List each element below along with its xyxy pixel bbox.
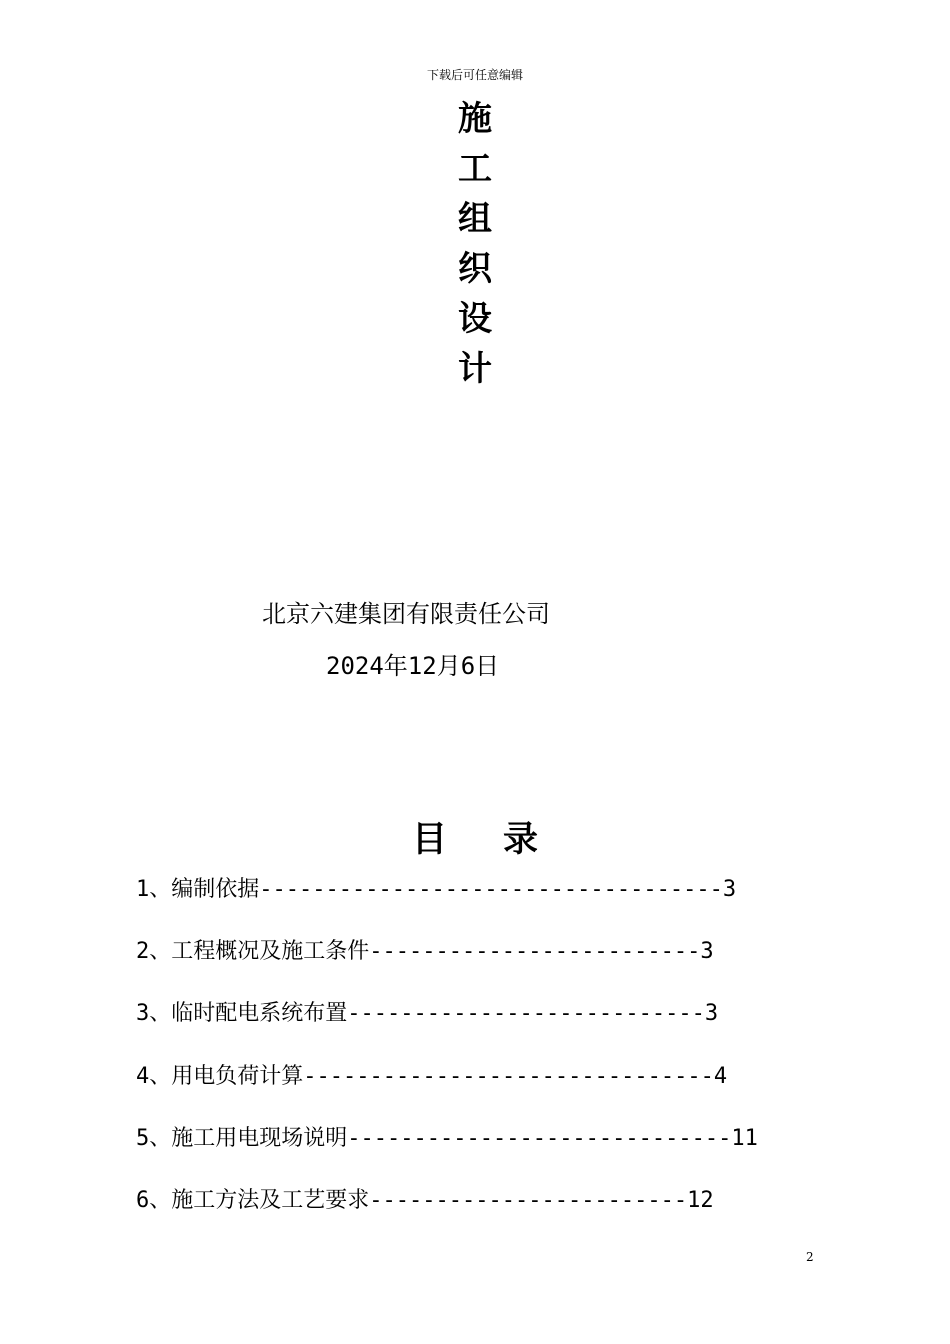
toc-item-number: 6、 xyxy=(136,1188,172,1213)
document-date: 2024年12月6日 xyxy=(326,652,500,680)
toc-title xyxy=(0,815,950,865)
toc-item-page: 11 xyxy=(731,1126,758,1151)
toc-item-leader: ----------------------------------- xyxy=(259,877,723,902)
toc-item-page: 3 xyxy=(722,877,737,902)
toc-item-leader: --------------------------- xyxy=(347,1001,705,1026)
toc-item xyxy=(136,998,718,1030)
toc-item-number: 4、 xyxy=(136,1064,172,1089)
header-note: 下载后可任意编辑 xyxy=(426,68,523,82)
toc-item-leader: ------------------------ xyxy=(369,1188,688,1213)
toc-item-label: 编制依据 xyxy=(171,877,260,902)
toc-item xyxy=(136,936,714,968)
toc-item-number: 5、 xyxy=(136,1126,172,1151)
title-char: 组 xyxy=(458,199,492,239)
toc-item xyxy=(136,1061,727,1093)
toc-item-page: 12 xyxy=(687,1188,714,1213)
toc-item-page: 4 xyxy=(713,1064,728,1089)
toc-item-number: 1、 xyxy=(136,877,172,902)
toc-item xyxy=(136,874,736,906)
toc-title-left: 目 xyxy=(411,820,447,860)
toc-item-label: 临时配电系统布置 xyxy=(171,1001,348,1026)
page-number: 2 xyxy=(806,1250,814,1264)
title-char: 工 xyxy=(458,149,492,189)
toc-item-leader: ------------------------------- xyxy=(303,1064,714,1089)
toc-item-label: 用电负荷计算 xyxy=(171,1064,304,1089)
title-char: 设 xyxy=(458,299,492,339)
toc-item-number: 3、 xyxy=(136,1001,172,1026)
toc-item-page: 3 xyxy=(700,939,714,964)
company-name: 北京六建集团有限责任公司 xyxy=(262,600,550,628)
toc-item xyxy=(136,1185,714,1217)
title-char: 计 xyxy=(458,349,492,389)
toc-item-label: 工程概况及施工条件 xyxy=(171,939,370,964)
toc-item-page: 3 xyxy=(704,1001,719,1026)
toc-title-right: 录 xyxy=(503,820,539,860)
toc-item-leader: ------------------------- xyxy=(369,939,701,964)
document-title xyxy=(0,94,950,394)
title-char: 织 xyxy=(458,249,492,289)
toc-item-number: 2、 xyxy=(136,939,172,964)
toc-item-leader: ----------------------------- xyxy=(347,1126,732,1151)
toc-item xyxy=(136,1123,758,1155)
title-char: 施 xyxy=(458,99,492,139)
toc-item-label: 施工用电现场说明 xyxy=(171,1126,348,1151)
toc-item-label: 施工方法及工艺要求 xyxy=(171,1188,370,1213)
